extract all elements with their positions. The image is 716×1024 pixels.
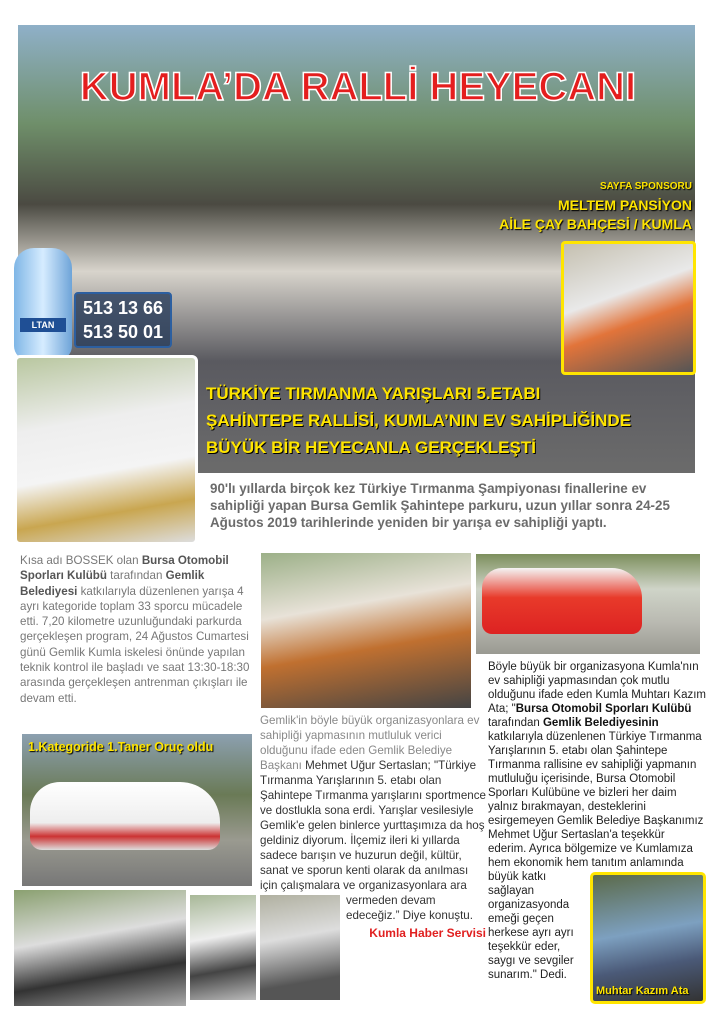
sponsor-line2: AİLE ÇAY BAHÇESİ / KUMLA (499, 216, 692, 232)
mayor-photo (260, 895, 340, 1000)
winners-celebration-photo (261, 553, 471, 708)
water-bottle-ad-image (14, 248, 72, 360)
headline-line: ŞAHİNTEPE RALLİSİ, KUMLA’NIN EV SAHİPLİĞİNDE (206, 411, 632, 430)
ad-phone-1: 513 13 66 (82, 298, 164, 318)
page-title: KUMLA’DA RALLİ HEYECANI (79, 65, 637, 109)
muhtar-caption: Muhtar Kazım Ata (596, 985, 689, 997)
text-bold: Bursa Otomobil Sporları Kulübü (20, 554, 229, 583)
intro-paragraph: 90'lı yıllarda birçok kez Türkiye Tırmanma Şampiyonası finallerine ev sahipliği yapan Bursa Gemlik Şahintepe parkuru, uzun yıllar sonra 24-25 Ağustos 2019 tarihlerinde yeniden bir yarışa ev sahipliği yaptı. (210, 481, 670, 530)
sponsor-line1: MELTEM PANSİYON (557, 197, 692, 213)
text: Böyle büyük bir organizasyona Kumla'nın ev sahipliği yapmasından çok mutlu olduğunu ifade eden Kumla Muhtarı Kazım Ata; " (488, 661, 706, 715)
white-rally-car (30, 782, 220, 850)
text-bold: Gemlik Belediyesinin (542, 717, 659, 729)
red-rally-car (482, 568, 642, 634)
trophy-winners-photo (561, 241, 696, 375)
text: tarafından (106, 569, 166, 583)
ad-phone-box (74, 292, 172, 348)
group-photo-2 (190, 895, 256, 1000)
article-column-middle (260, 713, 486, 1000)
text: Kısa adı BOSSEK olan (20, 554, 142, 567)
byline: Kumla Haber Servisi (369, 926, 486, 940)
headline-line: BÜYÜK BİR HEYECANLA GERÇEKLEŞTİ (206, 438, 536, 457)
sponsor-label: SAYFA SPONSORU (599, 181, 692, 192)
text: katkılarıyla düzenlenen Türkiye Tırmanma Yarışlarının 5. etabı olan Şahintepe Tırmanma rallisine ev sahipliği yapmanın mutluluğu içerisinde, Bursa Otomobil Sporları Kulübüne ve bizleri her daim yalnız bırakmayan, desteklerini esirgemeyen Gemlik Belediye Başkanımız Mehmet Uğur Sertaslan'a teşekkür ederim. Ayrıca bölgemize ve Kumlamıza hem ekonomik hem tanıtım anlamında büyük katkı sağlayan organizasyonda emeği geçen herkese ayrı ayrı teşekkür eder, saygı ve sevgiler sunarım." Dedi. (488, 731, 704, 981)
article-column-left (20, 553, 256, 706)
article-column-right (488, 660, 706, 1004)
headline (206, 380, 694, 461)
text: tarafından (488, 717, 543, 729)
text-bold: Bursa Otomobil Sporları Kulübü (515, 703, 692, 715)
text: Gemlik'in böyle büyük organizasyonlara ev sahipliği yapmasının mutluluk verici olduğunu ifade eden Gemlik Belediye Başkanı (260, 714, 480, 772)
car-photo-caption: 1.Kategoride 1.Taner Oruç oldu (28, 740, 214, 754)
text-bold: Gemlik Belediyesi (20, 569, 205, 598)
text: Mehmet Uğur Sertaslan; "Türkiye Tırmanma Yarışlarının 5. etabı olan Şahintepe Tırmanma yarışlarını sportmence ve dostlukla sona erdi. Yarışlar vesilesiyle Gemlik'e gelen binlerce yurttaşımıza da hoş geldiniz diyorum. İlçemiz ileri ki yıllarda sadece barışın ve huzurun değil, kültür, sanat ve sporun kenti olarak da anılması için çalışmalara ve organizasyonlara ara vermeden devam edeceğiz.” Diye konuştu. (260, 759, 486, 922)
ad-phone-2: 513 50 01 (82, 322, 164, 342)
headline-line: TÜRKİYE TIRMANMA YARIŞLARI 5.ETABI (206, 384, 541, 403)
bottle-brand-label: LTAN (20, 318, 66, 332)
page-sponsor (499, 177, 692, 234)
group-photo-1 (14, 890, 186, 1006)
text: katkılarıyla düzenlenen yarışa 4 ayrı kategoride toplam 33 sporcu mücadele etti. 7,20 kilometre uzunluğundaki parkurda gerçekleşen program, 24 Ağustos Cumartesi günü Gemlik Kumla iskelesi önünde yapılan teknik kontrol ile başladı ve saat 13:30-18:30 arasında gerçekleşen antrenman çıkışları ile devam etti. (20, 584, 250, 705)
muhtar-photo (590, 872, 706, 1004)
plaque-presentation-photo (14, 355, 198, 545)
